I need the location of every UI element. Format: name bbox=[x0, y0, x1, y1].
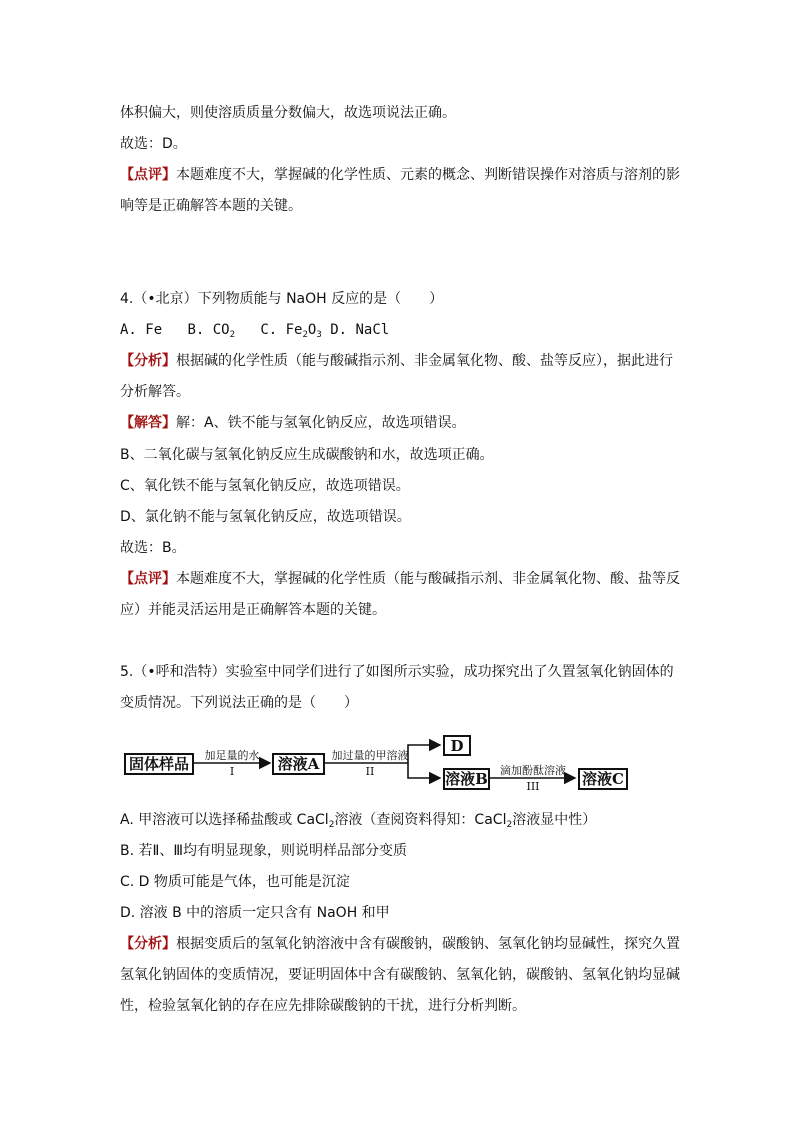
q5-stem-cont: 变质情况。下列说法正确的是（ ） bbox=[120, 695, 358, 711]
q4-answer: 故选：B。 bbox=[120, 540, 186, 556]
box-solid-sample: 固体样品 bbox=[124, 753, 194, 775]
q4-option-c: C. $Fe_2O_3$ bbox=[260, 322, 322, 340]
arrow-to-b bbox=[408, 763, 440, 778]
q5-analysis-cont2: 性，检验氢氧化钠的存在应先排除碳酸钠的干扰，进行分析判断。 bbox=[120, 998, 526, 1014]
box-solution-a: 溶液A bbox=[272, 753, 325, 775]
solution-text: 解：A、铁不能与氢氧化钠反应，故选项错误。 bbox=[176, 415, 466, 431]
q5-option-c: C. D 物质可能是气体，也可能是沉淀 bbox=[120, 874, 350, 890]
analysis-text: 根据碱的化学性质（能与酸碱指示剂、非金属氧化物、酸、盐等反应），据此进行 bbox=[176, 353, 673, 369]
prev-comment-cont: 响等是正确解答本题的关键。 bbox=[120, 198, 302, 214]
q4-stem: 4.（•北京）下列物质能与 NaOH 反应的是（ ） bbox=[120, 291, 444, 307]
analysis-tag: 【分析】 bbox=[120, 353, 176, 369]
q5-stem: 5.（•呼和浩特）实验室中同学们进行了如图所示实验，成功探究出了久置氢氧化钠固体的 bbox=[120, 664, 674, 680]
q5-analysis-cont: 氢氧化钠固体的变质情况，要证明固体中含有碳酸钠、氢氧化钠，碳酸钠、氢氧化钠均显碱 bbox=[120, 967, 680, 983]
q4-option-d: D. NaCl bbox=[330, 322, 390, 338]
label-step3-reagent: 滴加酚酞溶液 bbox=[500, 764, 566, 777]
prev-answer: 故选：D。 bbox=[120, 136, 187, 152]
q4-option-b: B. $CO_2$ bbox=[187, 322, 236, 340]
q4-solution-c: C、氧化铁不能与氢氧化钠反应，故选项错误。 bbox=[120, 478, 410, 494]
box-solution-c: 溶液C bbox=[578, 768, 628, 790]
q4-solution-d: D、氯化钠不能与氢氧化钠反应，故选项错误。 bbox=[120, 509, 411, 525]
label-step3-num: III bbox=[526, 780, 540, 793]
comment-text: 本题难度不大，掌握碱的化学性质（能与酸碱指示剂、非金属氧化物、酸、盐等反 bbox=[176, 571, 680, 587]
q5-option-b: B. 若Ⅱ、Ⅲ均有明显现象，则说明样品部分变质 bbox=[120, 843, 408, 859]
comment-tag: 【点评】 bbox=[120, 167, 176, 183]
q4-solution-b: B、二氧化碳与氢氧化钠反应生成碳酸钠和水，故选项正确。 bbox=[120, 447, 494, 463]
comment-text: 本题难度不大，掌握碱的化学性质、元素的概念、判断错误操作对溶质与溶剂的影 bbox=[176, 167, 680, 183]
q4-analysis-cont: 分析解答。 bbox=[120, 384, 190, 400]
q5-option-a: A. 甲溶液可以选择稀盐酸或 CaCl$_2$溶液（查阅资料得知：CaCl$_2$溶液显中性） bbox=[120, 812, 597, 830]
label-step2-num: II bbox=[365, 765, 375, 778]
box-d: D bbox=[443, 735, 471, 756]
solution-tag: 【解答】 bbox=[120, 415, 176, 431]
analysis-text: 根据变质后的氢氧化钠溶液中含有碳酸钠，碳酸钠、氢氧化钠均显碱性，探究久置 bbox=[176, 936, 680, 952]
label-step2-reagent: 加过量的甲溶液 bbox=[331, 749, 409, 762]
q4-option-a: A. Fe bbox=[120, 322, 163, 338]
label-step1-num: I bbox=[229, 765, 235, 778]
label-step1-reagent: 加足量的水 bbox=[204, 749, 260, 762]
q4-comment-cont: 应）并能灵活运用是正确解答本题的关键。 bbox=[120, 602, 386, 618]
prev-text-line: 体积偏大，则使溶质质量分数偏大，故选项说法正确。 bbox=[120, 105, 456, 121]
box-solution-b: 溶液B bbox=[443, 768, 490, 790]
q5-analysis bbox=[120, 934, 680, 954]
q5-option-d: D. 溶液 B 中的溶质一定只含有 NaOH 和甲 bbox=[120, 905, 390, 921]
analysis-tag: 【分析】 bbox=[120, 936, 176, 952]
comment-tag: 【点评】 bbox=[120, 571, 176, 587]
